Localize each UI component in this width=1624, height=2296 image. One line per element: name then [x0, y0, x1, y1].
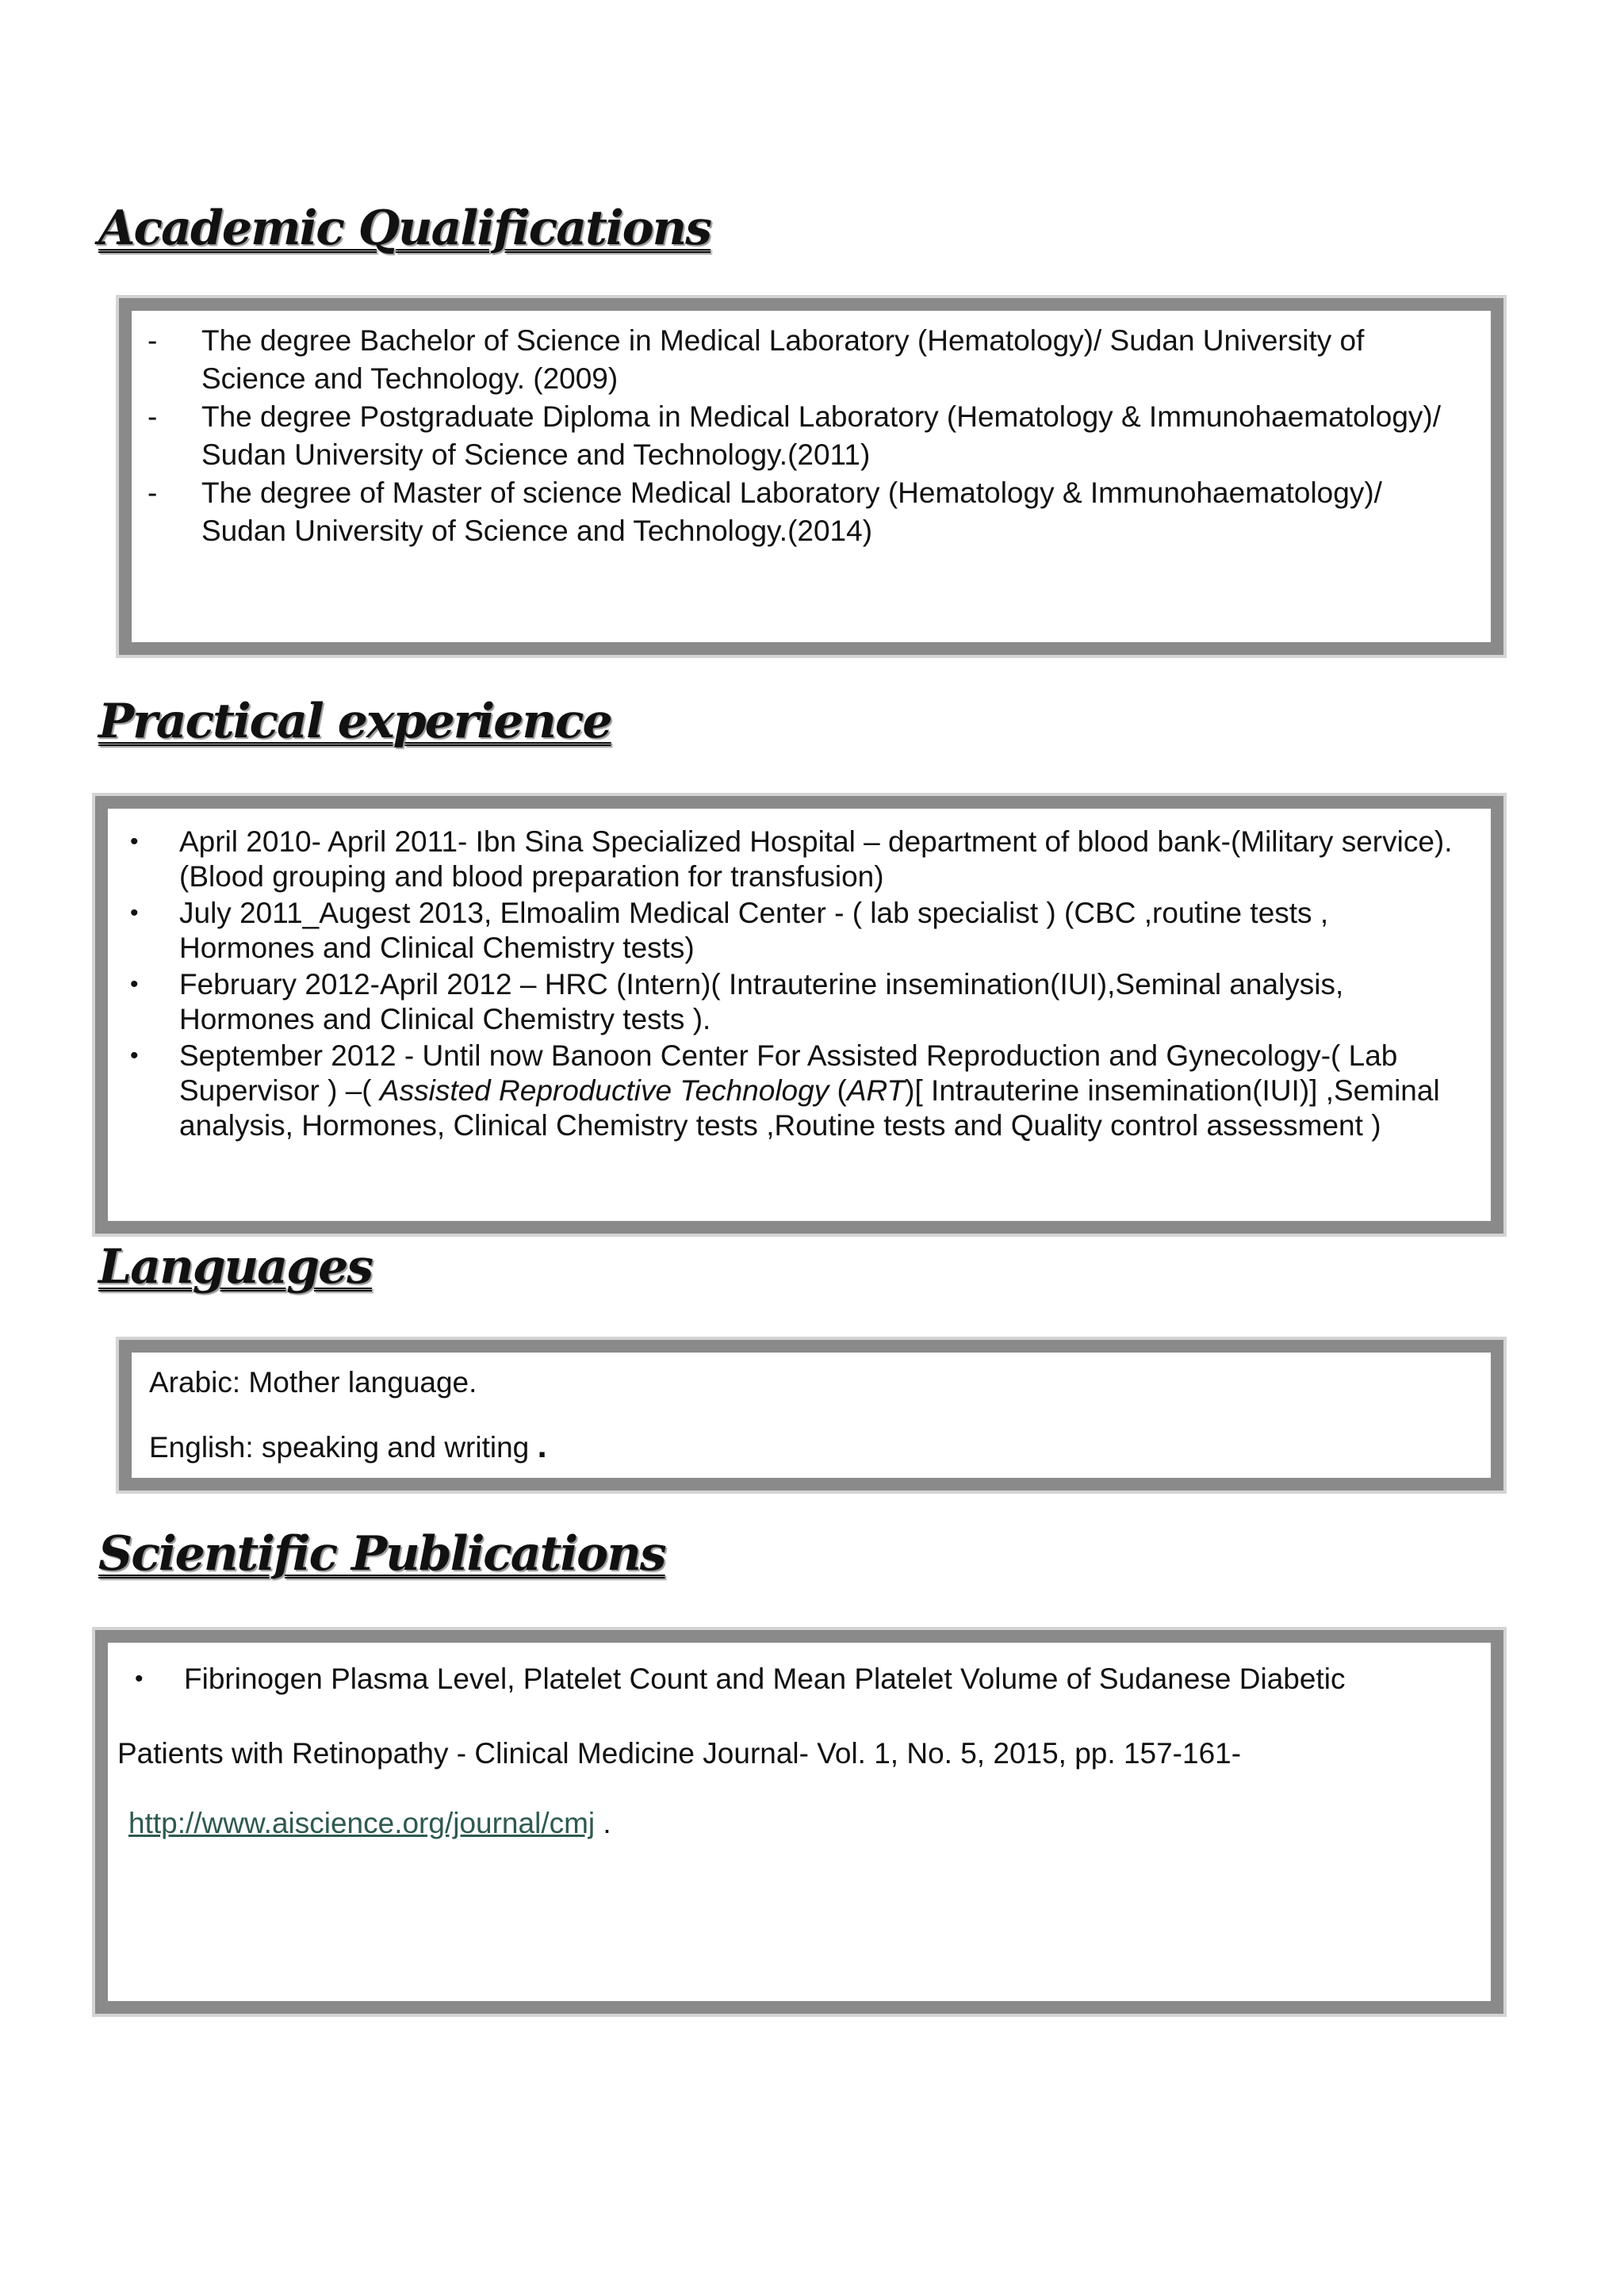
- experience-item: [113, 1039, 1459, 1143]
- academic-qualifications-list: [135, 322, 1459, 550]
- publication-citation: Patients with Retinopathy - Clinical Medicine Journal- Vol. 1, No. 5, 2015, pp. 157-161-: [117, 1737, 1242, 1770]
- italic-text: Assisted Reproductive Technology: [379, 1074, 829, 1107]
- academic-item: [135, 398, 1459, 474]
- publication-item: [117, 1660, 1475, 1698]
- languages-box: [119, 1340, 1503, 1490]
- link-suffix: .: [595, 1807, 611, 1839]
- language-arabic: Arabic: Mother language.: [149, 1366, 477, 1399]
- bullet-marker: •: [130, 1043, 139, 1069]
- scientific-publications-heading: Scientific Publications: [98, 1526, 665, 1582]
- dash-marker: -: [147, 324, 158, 357]
- experience-item-text: February 2012-April 2012 – HRC (Intern)( Intrauterine insemination(IUI),Seminal analysis, Hormones and Clinical Chemistry tests ).: [179, 968, 1344, 1035]
- dash-marker: -: [147, 400, 158, 433]
- bullet-marker: •: [130, 900, 139, 926]
- bullet-marker: •: [130, 971, 139, 997]
- experience-item-text: April 2010- April 2011- Ibn Sina Specialized Hospital – department of blood bank-(Military service).(Blood grouping and blood preparation for transfusion): [179, 825, 1453, 893]
- experience-item-text: September 2012 - Until now Banoon Center For Assisted Reproduction and Gynecology-( Lab Supervisor ) –( Assisted Reproductive Technology (ART)[ Intrauterine insemination(IUI)] ,Seminal analysis, Hormones, Clinical Chemistry tests ,Routine tests and Quality control assessment ): [179, 1039, 1440, 1142]
- academic-item: [135, 474, 1459, 550]
- language-english: English: speaking and writing .: [149, 1426, 547, 1465]
- experience-item: [113, 967, 1459, 1037]
- academic-item-text: The degree of Master of science Medical Laboratory (Hematology & Immunohaematology)/ Sudan University of Science and Technology.(2014): [201, 476, 1382, 547]
- academic-qualifications-heading: Academic Qualifications: [98, 201, 711, 256]
- practical-experience-list: [113, 825, 1459, 1143]
- practical-experience-heading: Practical experience: [98, 694, 611, 749]
- experience-item-text: July 2011_Augest 2013, Elmoalim Medical Center - ( lab specialist ) (CBC ,routine tests , Hormones and Clinical Chemistry tests): [179, 897, 1329, 964]
- academic-qualifications-box: [119, 298, 1503, 655]
- scientific-publications-box: [95, 1630, 1503, 2014]
- experience-item: [113, 896, 1459, 966]
- experience-item: [113, 825, 1459, 894]
- languages-heading: Languages: [98, 1239, 373, 1295]
- bullet-marker: •: [135, 1666, 144, 1692]
- bullet-marker: •: [130, 828, 139, 855]
- dash-marker: -: [147, 476, 158, 509]
- academic-item-text: The degree Postgraduate Diploma in Medical Laboratory (Hematology & Immunohaematology)/ Sudan University of Science and Technology.(2011): [201, 400, 1442, 471]
- practical-experience-box: [95, 796, 1503, 1234]
- publication-title: Fibrinogen Plasma Level, Platelet Count and Mean Platelet Volume of Sudanese Diabetic: [184, 1663, 1346, 1695]
- italic-text: ART: [846, 1074, 906, 1107]
- academic-item-text: The degree Bachelor of Science in Medical Laboratory (Hematology)/ Sudan University of Science and Technology. (2009): [201, 324, 1365, 395]
- publication-link-line: [117, 1804, 1475, 1843]
- journal-link[interactable]: http://www.aiscience.org/journal/cmj: [128, 1807, 596, 1839]
- academic-item: [135, 322, 1459, 398]
